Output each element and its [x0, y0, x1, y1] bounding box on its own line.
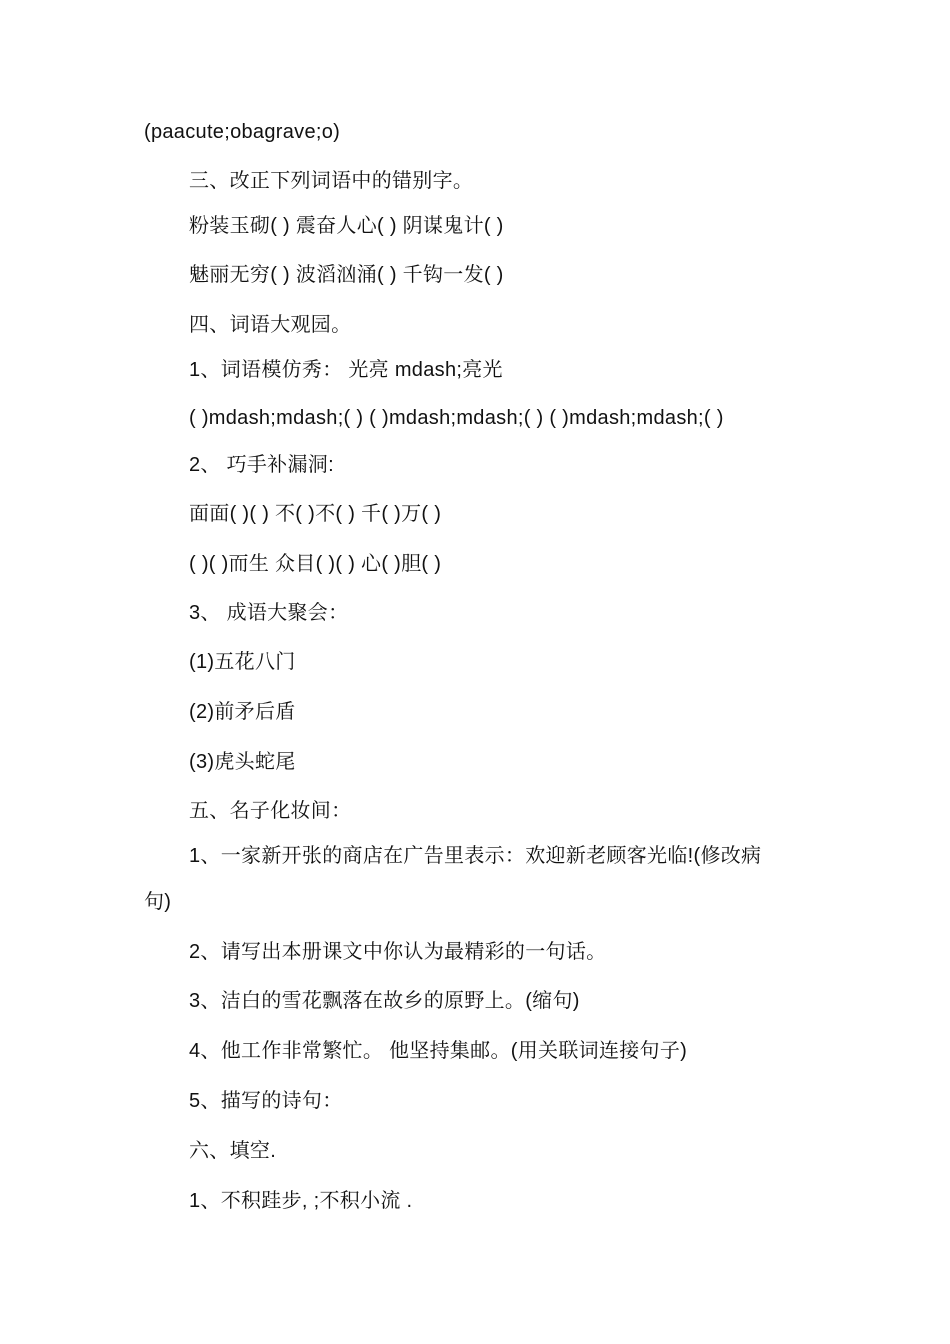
question-5-1-continued: 句): [144, 891, 172, 913]
question-5-4: 4、他工作非常繁忙。 他坚持集邮。(用关联词连接句子): [189, 1040, 688, 1062]
question-4-2-row-1: 面面( )( ) 不( )不( ) 千( )万( ): [189, 503, 442, 525]
question-6-1: 1、不积跬步, ;不积小流 .: [189, 1190, 413, 1212]
section-heading-4: 四、词语大观园。: [189, 314, 352, 336]
idiom-item-2: (2)前矛后盾: [189, 701, 296, 723]
idiom-item-3: (3)虎头蛇尾: [189, 751, 296, 773]
question-5-3: 3、洁白的雪花飘落在故乡的原野上。(缩句): [189, 990, 580, 1012]
question-4-2-row-2: ( )( )而生 众目( )( ) 心( )胆( ): [189, 553, 442, 575]
section-heading-3: 三、改正下列词语中的错别字。: [189, 170, 474, 192]
pinyin-line: (paacute;obagrave;o): [144, 121, 341, 143]
question-4-1: 1、词语模仿秀： 光亮 mdash;亮光: [189, 359, 503, 381]
question-4-2: 2、 巧手补漏洞:: [189, 454, 334, 476]
word-correction-row-2: 魅丽无穷( ) 波滔汹涌( ) 千钩一发( ): [189, 264, 504, 286]
idiom-item-1: (1)五花八门: [189, 651, 296, 673]
word-correction-row-1: 粉装玉砌( ) 震奋人心( ) 阴谋鬼计( ): [189, 215, 504, 237]
question-5-2: 2、请写出本册课文中你认为最精彩的一句话。: [189, 941, 607, 963]
section-heading-6: 六、填空.: [189, 1140, 277, 1162]
question-5-5: 5、描写的诗句：: [189, 1090, 343, 1112]
question-4-3: 3、 成语大聚会：: [189, 602, 349, 624]
section-heading-5: 五、名子化妆间：: [189, 800, 352, 822]
question-5-1: 1、一家新开张的商店在广告里表示：欢迎新老顾客光临!(修改病: [189, 845, 762, 867]
question-4-1-blanks: ( )mdash;mdash;( ) ( )mdash;mdash;( ) ( )mdash;mdash;( ): [189, 407, 724, 429]
